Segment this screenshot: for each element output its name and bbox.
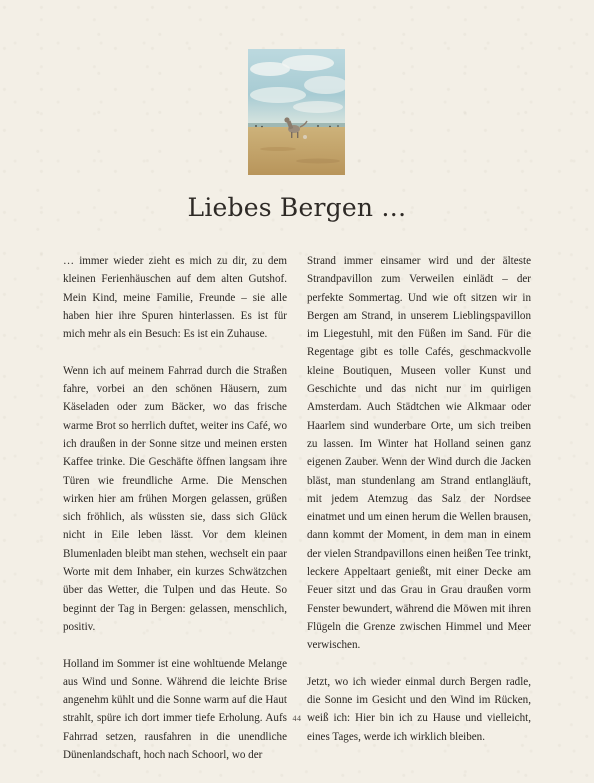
beach-photo (248, 49, 345, 175)
page-title: Liebes Bergen … (187, 193, 407, 222)
paragraph: Jetzt, wo ich wieder einmal durch Bergen radle, die Sonne im Gesicht und den Wind im Rücken, weiß ich: Hier bin ich zu Hause und vielleicht, eines Tages, werde ich wirklich bleiben. (307, 675, 531, 743)
paragraph: … immer wieder zieht es mich zu dir, zu dem kleinen Ferienhäuschen auf dem alten Gutshof. Mein Kind, meine Familie, Freunde – sie alle haben hier ihre Spuren hinterlassen. Es ist für mich mehr als ein Besuch: Es ist ein Zuhause. (63, 255, 287, 341)
paragraph: Wenn ich auf meinem Fahrrad durch die Straßen fahre, vorbei an den schönen Häusern, zum Käseladen oder zum Bäcker, wo das frische warme Brot so herrlich duftet, weiter ins Café, wo ich draußen in der Sonne sitze und meinen ersten Kaffee trinke. Die Geschäfte öffnen langsam ihre Türen wie freundliche Arme. Die Menschen wirken hier am frühen Morgen gelassen, grüßen sich fröhlich, als wüssten sie, dass sich Glück nicht in Eile leben lässt. Vor dem kleinen Blumenladen bleibt man stehen, wechselt ein paar Worte mit dem Inhaber, ein kurzes Schwätzchen über das Wetter, die Tulpen und das Heute. So beginnt der Tag in Bergen: gelassen, menschlich, positiv. (63, 364, 287, 633)
paragraph: Strand immer einsamer wird und der älteste Strandpavillon zum Verweilen einlädt – der perfekte Sommertag. Und wie oft sitzen wir in Bergen am Strand, in unserem Lieblingspavillon im Liegestuhl, mit den Füßen im Sand. Für die Regentage gibt es tolle Cafés, geschmackvolle kleine Boutiquen, Museen voller Kunst und Geschichte und das nicht nur im quirligen Amsterdam. Auch Städtchen wie Alkmaar oder Haarlem sind wunderbare Orte, um sich treiben zu lassen. Im Winter hat Holland seinen ganz eigenen Zauber. Wenn der Wind durch die Jacken bläst, man stundenlang am Strand entlangläuft, mit jedem Atemzug das Salz der Nordsee einatmet und um einen herum die Wellen brausen, dann kommt der Moment, in dem man in einem der vielen Strandpavillons einen heißen Tee trinkt, leckere Appeltaart genießt, mit einer Decke am Feuer sitzt und das Grau in Grau draußen vorm Fenster bewundert, während die Möwen mit ihren Flügeln die Grenze zwischen Himmel und Meer verwischen. (307, 255, 531, 652)
text-column-right (307, 252, 531, 764)
page-number: 44 (292, 714, 302, 723)
paragraph: Holland im Sommer ist eine wohltuende Melange aus Wind und Sonne. Während die leichte Brise angenehm kühlt und die Sonne warm auf die Haut strahlt, spüre ich dort immer tiefe Erholung. Aufs Fahrrad setzen, rausfahren in die unendliche Dünenlandschaft, hoch nach Schoorl, wo der (63, 657, 287, 762)
text-column-left (63, 252, 287, 783)
